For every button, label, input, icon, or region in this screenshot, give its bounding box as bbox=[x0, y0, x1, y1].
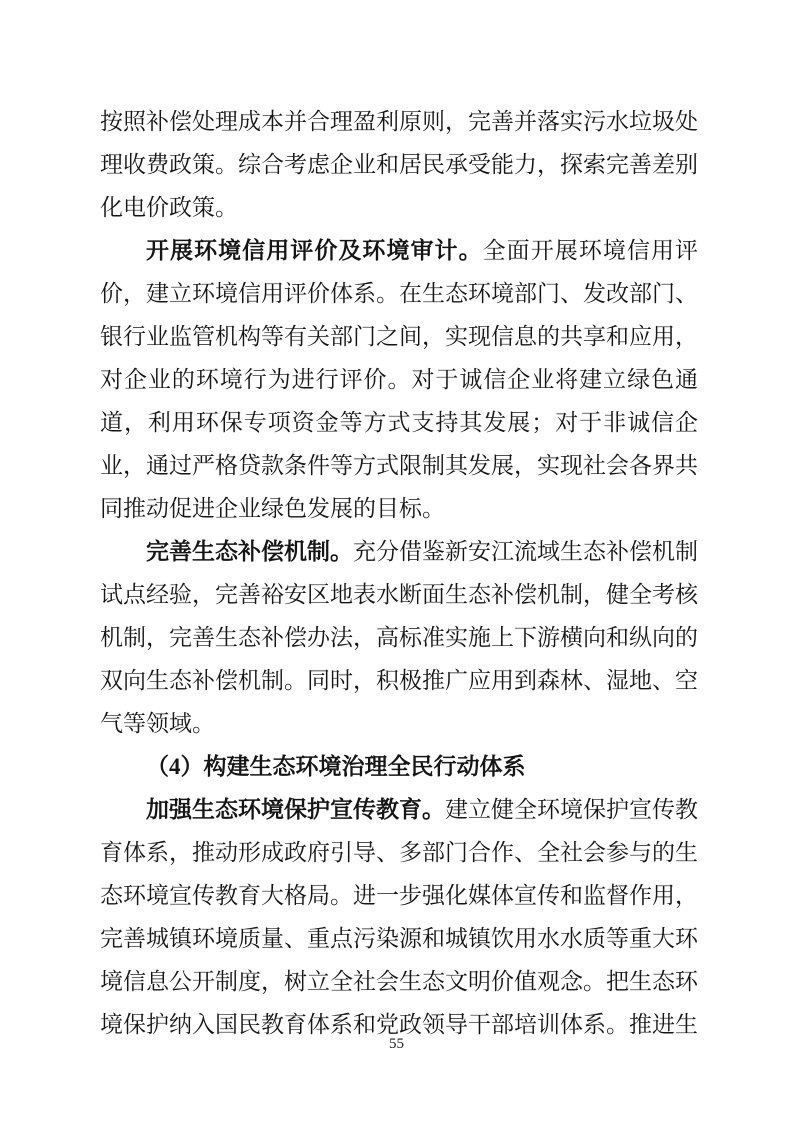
section-heading bbox=[100, 745, 698, 788]
paragraph-lead: 开展环境信用评价及环境审计。 bbox=[146, 238, 483, 263]
paragraph-eco-compensation bbox=[100, 530, 698, 745]
paragraph-environment-credit bbox=[100, 229, 698, 530]
paragraph-continuation bbox=[100, 100, 698, 229]
page-number: 55 bbox=[389, 1036, 404, 1052]
paragraph-text: 全面开展环境信用评价，建立环境信用评价体系。在生态环境部门、发改部门、银行业监管机构等有关部门之间，实现信息的共享和应用，对企业的环境行为进行评价。对于诚信企业将建立绿色通道，利用环保专项资金等方式支持其发展；对于非诚信企业，通过严格贷款条件等方式限制其发展，实现社会各界共同推动促进企业绿色发展的目标。 bbox=[100, 238, 699, 521]
paragraph-text: 按照补偿处理成本并合理盈利原则，完善并落实污水垃圾处理收费政策。综合考虑企业和居民承受能力，探索完善差别化电价政策。 bbox=[100, 109, 698, 220]
paragraph-text: 建立健全环境保护宣传教育体系，推动形成政府引导、多部门合作、全社会参与的生态环境宣传教育大格局。进一步强化媒体宣传和监督作用，完善城镇环境质量、重点污染源和城镇饮用水水质等重大环境信息公开制度，树立全社会生态文明价值观念。把生态环境保护纳入国民教育体系和党政领导干部培训体系。推进生 bbox=[100, 797, 698, 1037]
paragraph-lead: 完善生态补偿机制。 bbox=[146, 539, 353, 564]
document-body bbox=[100, 100, 698, 1046]
paragraph-publicity-education bbox=[100, 788, 698, 1046]
paragraph-text: 充分借鉴新安江流域生态补偿机制试点经验，完善裕安区地表水断面生态补偿机制，健全考核机制，完善生态补偿办法，高标准实施上下游横向和纵向的双向生态补偿机制。同时，积极推广应用到森林、湿地、空气等领域。 bbox=[100, 539, 698, 736]
section-heading-text: （4）构建生态环境治理全民行动体系 bbox=[146, 754, 526, 779]
paragraph-lead: 加强生态环境保护宣传教育。 bbox=[146, 797, 445, 822]
